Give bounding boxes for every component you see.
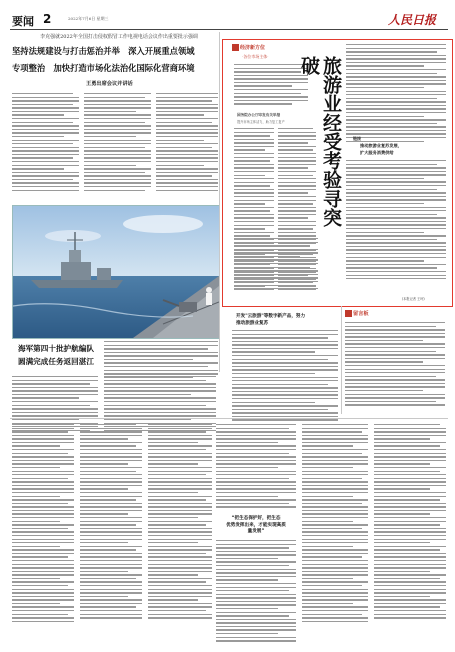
- feature-sidebar-tag: 链接: [353, 136, 361, 141]
- feature-title: 旅游业经受考验寻突破: [298, 56, 342, 227]
- feature-body-bottom: [234, 238, 318, 292]
- navy-ship-photo: [12, 205, 220, 339]
- date-line: 2022年7月6日 星期三: [68, 16, 109, 21]
- message-board-marker-icon: [345, 310, 352, 317]
- feature-side-note-2: 提升市场主体活力，助力复工复产: [237, 120, 285, 124]
- lower-feature-quote: [216, 516, 296, 536]
- column-rule: [219, 32, 220, 372]
- photo-caption: [104, 341, 218, 380]
- page-number: 2: [43, 12, 52, 26]
- photo-headline-line2: 圆满完成任务返回湛江: [18, 357, 94, 366]
- bottom-col-4: [216, 424, 296, 510]
- masthead-rule: [10, 29, 448, 30]
- bottom-col-2: [80, 424, 142, 621]
- people-daily-logo: 人民日报: [388, 13, 437, 27]
- column-marker-icon: [232, 44, 239, 51]
- section-name: 要闻: [12, 15, 34, 28]
- feature-sidebar-head-1: 推动旅游业复苏发展，: [360, 143, 402, 148]
- lead-body-col-1: [12, 93, 79, 201]
- message-board-body: [345, 322, 445, 408]
- bottom-story-headline-1: 开发"云旅游"等数字新产品，努力: [236, 314, 306, 319]
- lead-body-col-3: [156, 93, 218, 201]
- quote-line-1: “把生态保护好，把生态: [231, 516, 281, 521]
- photo-headline-line1: 海军第四十批护航编队: [18, 344, 94, 353]
- lead-body-col-2: [84, 93, 151, 201]
- message-board-tag-text: 留言板: [353, 311, 369, 317]
- feature-credit: (本报记者 王珂): [402, 297, 425, 301]
- lead-kicker: 李克强就2022年全国打击侵权假冒工作电视电话会议作出重要批示强调: [40, 34, 198, 40]
- bottom-col-1: [12, 424, 74, 624]
- feature-body-col-3: [346, 44, 446, 144]
- masthead: [10, 11, 448, 28]
- bottom-story-body: [232, 330, 338, 423]
- feature-sidebar-body: [346, 160, 446, 282]
- quote-line-2: 优势发挥出来，才能实现高质: [226, 522, 286, 528]
- feature-column-tag: [232, 44, 265, 51]
- column-tag-text: 经济新方位: [240, 45, 266, 51]
- lead-subhead: 王勇出席会议并讲话: [86, 81, 133, 87]
- lead-headline-line2: 专项整治 加快打造市场化法治化国际化营商环境: [12, 63, 195, 73]
- lead-headline-line1: 坚持法规建设与打击惩治并举 深入开展重点领域: [12, 46, 195, 56]
- feature-intro: [234, 64, 308, 107]
- bottom-col-5: [302, 424, 368, 624]
- feature-sidebar-head-2: 扩大服务消费供给: [360, 150, 394, 155]
- bottom-col-3: [148, 424, 212, 621]
- feature-side-note-1: 国务院办公厅印发有关举措: [237, 113, 281, 117]
- column-rule: [341, 306, 342, 414]
- feature-column-sub: ·各位市场主体·: [242, 54, 269, 59]
- bottom-col-4b: [216, 540, 296, 644]
- bottom-col-6: [374, 424, 446, 621]
- navy-ship-photo-graphic: [13, 206, 219, 338]
- quote-line-3: 量发展”: [247, 529, 265, 534]
- message-board-tag: [345, 310, 369, 317]
- bottom-story-headline-2: 推动旅游业复苏: [236, 321, 269, 326]
